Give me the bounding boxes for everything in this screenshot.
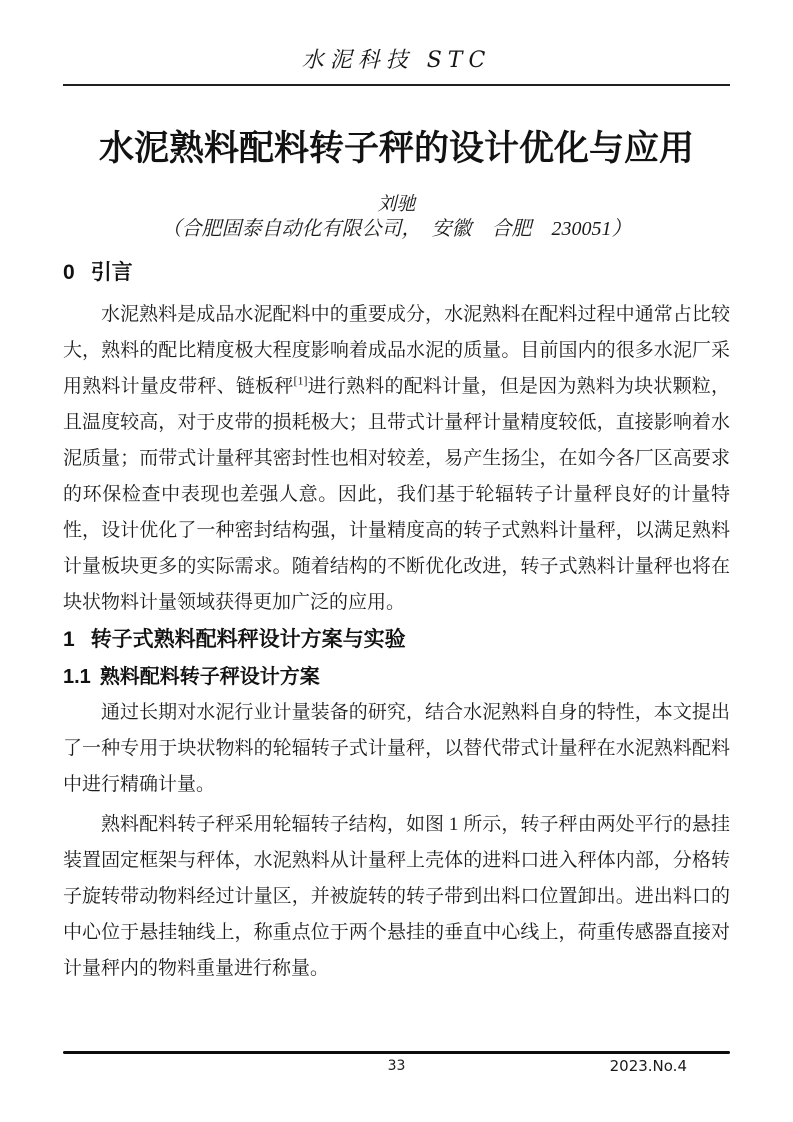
- subsection-heading-1-1: [63, 664, 730, 691]
- author-affiliation: （合肥固泰自动化有限公司， 安徽 合肥 230051）: [161, 218, 632, 240]
- header-rule: [63, 84, 730, 86]
- intro-text-before-ref: 水泥熟料是成品水泥配料中的重要成分，水泥熟料在配料过程中通常占比较大，熟料的配比精度极大程度影响着成品水泥的质量。目前国内的很多水泥厂采用熟料计量皮带秤、链板秤: [63, 304, 730, 397]
- article-title: 水泥熟料配料转子秤的设计优化与应用: [98, 129, 694, 168]
- section-heading-intro: [63, 259, 730, 287]
- section-title: 转子式熟料配料秤设计方案与实验: [90, 628, 406, 651]
- section-title: 引言: [90, 261, 133, 284]
- journal-header: [0, 46, 793, 76]
- body-paragraph-1: 通过长期对水泥行业计量装备的研究，结合水泥熟料自身的特性，本文提出了一种专用于块状物料的轮辐转子式计量秤，以替代带式计量秤在水泥熟料配料中进行精确计量。: [63, 702, 730, 795]
- subsection-title: 熟料配料转子秤设计方案: [99, 666, 320, 688]
- section-number: 1: [63, 628, 75, 651]
- page-number: 33: [387, 1058, 406, 1074]
- citation-ref-1: [1]: [293, 373, 308, 388]
- intro-text-after-ref: 进行熟料的配料计量，但是因为熟料为块状颗粒，且温度较高，对于皮带的损耗极大；且带式计量秤计量精度较低，直接影响着水泥质量；而带式计量秤其密封性也相对较差，易产生扬尘，在如今各厂区高要求的环保检查中表现也差强人意。因此，我们基于轮辐转子计量秤良好的计量特性，设计优化了一种密封结构强，计量精度高的转子式熟料计量秤，以满足熟料计量板块更多的实际需求。随着结构的不断优化改进，转子式熟料计量秤也将在块状物料计量领域获得更加广泛的应用。: [63, 376, 730, 613]
- body-paragraph-2: 熟料配料转子秤采用轮辐转子结构，如图 1 所示，转子秤由两处平行的悬挂装置固定框架与秤体，水泥熟料从计量秤上壳体的进料口进入秤体内部，分格转子旋转带动物料经过计量区，并被旋转的转子带到出料口位置卸出。进出料口的中心位于悬挂轴线上，称重点位于两个悬挂的垂直中心线上，荷重传感器直接对计量秤内的物料重量进行称量。: [63, 814, 730, 979]
- section-number: 0: [63, 261, 75, 284]
- journal-name: 水泥科技 STC: [301, 48, 492, 73]
- article-body: [63, 259, 730, 987]
- section-heading-1: [63, 626, 730, 654]
- footer-rule: [63, 1051, 730, 1054]
- subsection-number: 1.1: [63, 666, 91, 688]
- intro-paragraph: [63, 297, 730, 621]
- issue-label: 2023.No.4: [609, 1057, 687, 1075]
- author-name: 刘驰: [377, 194, 416, 215]
